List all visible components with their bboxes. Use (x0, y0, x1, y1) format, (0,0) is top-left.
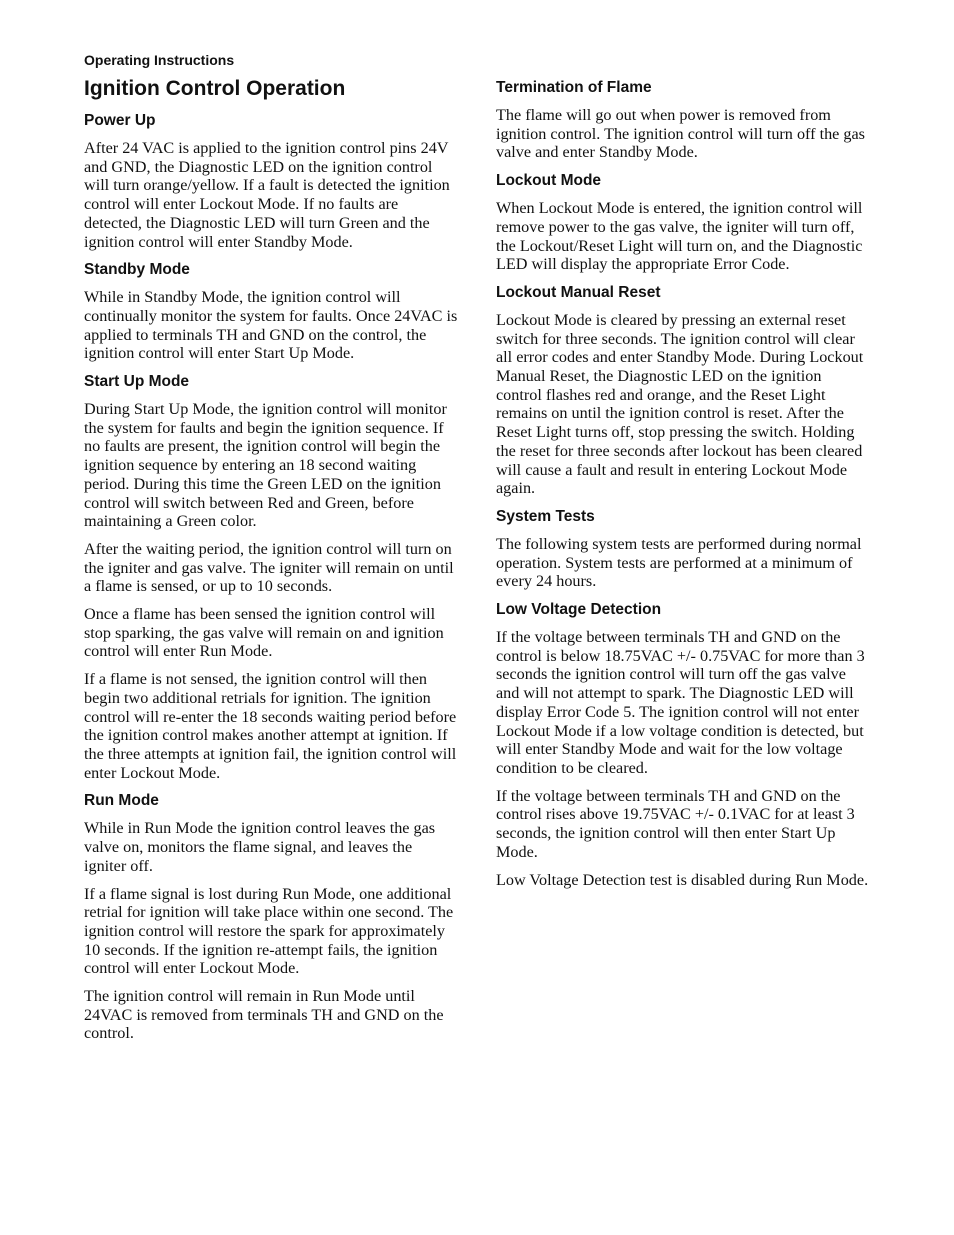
page-title: Ignition Control Operation (84, 77, 346, 100)
section-power-up (84, 111, 458, 251)
right-column (496, 78, 870, 898)
paragraph: Once a flame has been sensed the ignition control will stop sparking, the gas valve will remain on and ignition control will enter Run Mode. (84, 605, 444, 661)
paragraph: While in Standby Mode, the ignition control will continually monitor the system for faults. Once 24VAC is applied to terminals TH and GND on the control, the ignition control will enter Start Up Mode. (84, 288, 458, 363)
paragraph: While in Run Mode the ignition control leaves the gas valve on, monitors the flame signal, and leaves the igniter off. (84, 819, 436, 875)
section-heading-lockout-mode: Lockout Mode (496, 172, 602, 190)
section-low-voltage-detection (496, 600, 870, 889)
section-start-up-mode (84, 372, 458, 782)
paragraph: If a flame signal is lost during Run Mode, one additional retrial for ignition will take place within one second. The ignition control will restore the spark for approximately 10 seconds. If the ignition re-attempt fails, the ignition control will enter Lockout Mode. (84, 884, 454, 978)
paragraph: If a flame is not sensed, the ignition control will then begin two additional retrials for ignition. The ignition control will re-enter the 18 seconds waiting period before the ignition control makes another attempt at ignition. If the three attempts at ignition fail, the ignition control will enter Lockout Mode. (84, 670, 457, 782)
section-lockout-manual-reset (496, 283, 870, 498)
paragraph: During Start Up Mode, the ignition control will monitor the system for faults and begin the ignition sequence. If no faults are present, the ignition control will begin the ignition sequence by entering an 18 second waiting period. During this time the Green LED on the ignition control will switch between Red and Green, before maintaining a Green color. (84, 400, 447, 531)
paragraph: The flame will go out when power is removed from ignition control. The ignition control will turn off the gas valve and enter Standby Mode. (496, 106, 865, 162)
section-heading-run-mode: Run Mode (84, 792, 159, 810)
paragraph: The ignition control will remain in Run Mode until 24VAC is removed from terminals TH and GND on the control. (84, 987, 444, 1043)
section-run-mode (84, 791, 458, 1043)
section-heading-lockout-manual-reset: Lockout Manual Reset (496, 283, 661, 301)
paragraph: The following system tests are performed during normal operation. System tests are performed at a minimum of every 24 hours. (496, 534, 862, 591)
paragraph: When Lockout Mode is entered, the ignition control will remove power to the gas valve, the igniter will turn off, the Lockout/Reset Light will turn on, and the Diagnostic LED will display the appropriate Error Code. (496, 199, 863, 274)
section-heading-system-tests: System Tests (496, 507, 595, 525)
left-column (84, 76, 458, 1052)
running-head: Operating Instructions (84, 52, 235, 68)
section-termination-of-flame (496, 78, 870, 162)
section-heading-power-up: Power Up (84, 112, 156, 129)
section-standby-mode (84, 260, 458, 363)
paragraph: If the voltage between terminals TH and GND on the control rises above 19.75VAC +/- 0.1VAC for at least 3 seconds, the ignition control will then enter Start Up Mode. (496, 786, 855, 861)
paragraph: After 24 VAC is applied to the ignition control pins 24V and GND, the Diagnostic LED on the ignition control will turn orange/yellow. If a fault is detected the ignition control will enter Lockout Mode. If no faults are detected, the Diagnostic LED will turn Green and the ignition control will enter Standby Mode. (84, 139, 450, 251)
section-heading-termination-of-flame: Termination of Flame (496, 79, 652, 96)
paragraph: After the waiting period, the ignition control will turn on the igniter and gas valve. The igniter will remain on until a flame is sensed, or up to 10 seconds. (84, 539, 454, 596)
section-heading-standby-mode: Standby Mode (84, 261, 190, 279)
section-system-tests (496, 507, 870, 591)
paragraph: If the voltage between terminals TH and GND on the control is below 18.75VAC +/- 0.75VAC for more than 3 seconds the ignition control will turn off the gas valve and will not attempt to spark. The Diagnostic LED will display Error Code 5. The ignition control will not enter Lockout Mode if a low voltage condition is detected, but will enter Standby Mode and wait for the low voltage condition to be cleared. (496, 628, 865, 777)
section-lockout-mode (496, 171, 870, 274)
paragraph: Lockout Mode is cleared by pressing an external reset switch for three seconds. The ignition control will clear all error codes and enter Standby Mode. During Lockout Manual Reset, the Diagnostic LED on the ignition control flashes red and orange, and the Reset Light remains on until the ignition control is reset. After the Reset Light turns off, stop pressing the switch. Holding the reset for three seconds after lockout has been cleared will cause a fault and result in entering Lockout Mode again. (496, 310, 864, 498)
section-heading-start-up-mode: Start Up Mode (84, 373, 190, 391)
section-heading-low-voltage-detection: Low Voltage Detection (496, 601, 662, 619)
paragraph: Low Voltage Detection test is disabled during Run Mode. (496, 870, 869, 889)
